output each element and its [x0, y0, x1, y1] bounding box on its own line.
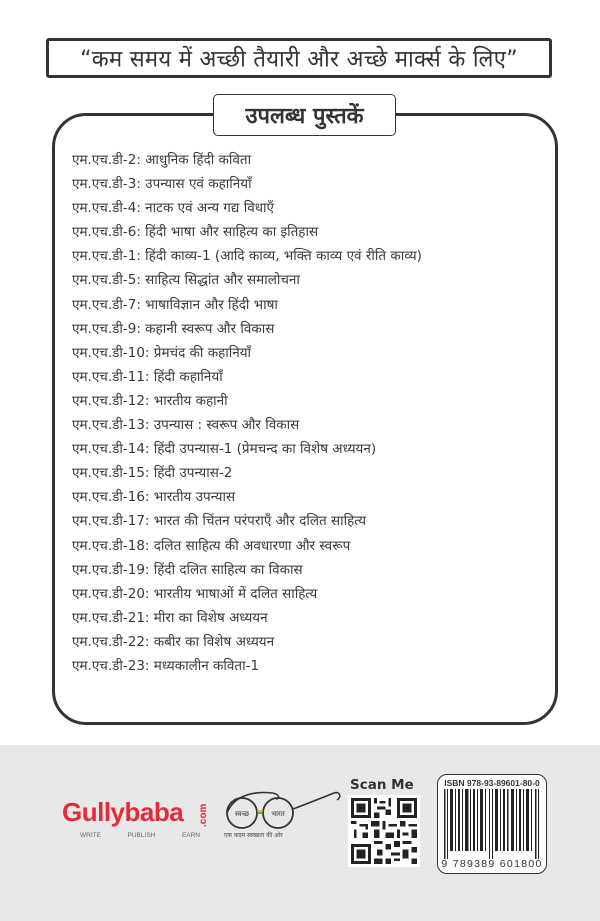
publisher-logo — [62, 797, 212, 847]
book-item: एम.एच.डी-18: दलित साहित्य की अवधारणा और स्वरूप — [72, 537, 351, 554]
book-item: एम.एच.डी-3: उपन्यास एवं कहानियाँ — [72, 176, 252, 193]
book-item: एम.एच.डी-2: आधुनिक हिंदी कविता — [72, 152, 252, 168]
book-item: एम.एच.डी-10: प्रेमचंद की कहानियाँ — [72, 344, 252, 361]
book-item: एम.एच.डी-17: भारत की चिंतन परंपराएँ और दलित साहित्य — [72, 513, 367, 530]
swachh-left-lens-text: स्वच्छ — [234, 810, 250, 818]
book-item: एम.एच.डी-19: हिंदी दलित साहित्य का विकास — [72, 561, 303, 578]
book-item: एम.एच.डी-9: कहानी स्वरूप और विकास — [72, 320, 275, 337]
swachh-tagline: एक कदम स्वच्छता की ओर — [224, 832, 283, 839]
logo-tags — [80, 832, 200, 839]
book-item: एम.एच.डी-14: हिंदी उपन्यास-1 (प्रेमचन्द का विशेष अध्ययन) — [72, 441, 377, 458]
swachh-right-lens-text: भारत — [271, 810, 285, 818]
scan-me-label: Scan Me — [350, 777, 414, 793]
book-item: एम.एच.डी-15: हिंदी उपन्यास-2 — [72, 465, 233, 482]
book-list — [72, 148, 422, 678]
footer-band — [0, 745, 600, 921]
book-item: एम.एच.डी-13: उपन्यास : स्वरूप और विकास — [72, 417, 300, 434]
section-title: उपलब्ध पुस्तकें — [245, 104, 364, 129]
logo-suffix: .com — [198, 803, 209, 827]
barcode-icon — [442, 789, 542, 859]
section-title-badge — [213, 94, 396, 136]
logo-tag-write: WRITE — [80, 832, 101, 839]
book-item: एम.एच.डी-1: हिंदी काव्य-1 (आदि काव्य, भक्ति काव्य एवं रीति काव्य) — [72, 248, 422, 265]
book-item: एम.एच.डी-7: भाषाविज्ञान और हिंदी भाषा — [72, 296, 278, 313]
qr-code-icon[interactable] — [348, 795, 420, 867]
book-item: एम.एच.डी-16: भारतीय उपन्यास — [72, 489, 236, 506]
book-item: एम.एच.डी-22: कबीर का विशेष अध्ययन — [72, 633, 275, 650]
logo-tag-earn: EARN — [181, 832, 200, 839]
book-item: एम.एच.डी-23: मध्यकालीन कविता-1 — [72, 657, 260, 674]
tagline-text: “कम समय में अच्छी तैयारी और अच्छे मार्क्स के लिए” — [80, 46, 518, 73]
logo-tag-publish: PUBLISH — [127, 832, 156, 839]
swachh-bharat-logo — [224, 787, 344, 847]
book-item: एम.एच.डी-21: मीरा का विशेष अध्ययन — [72, 609, 268, 626]
book-item: एम.एच.डी-5: साहित्य सिद्धांत और समालोचना — [72, 272, 300, 289]
book-item: एम.एच.डी-20: भारतीय भाषाओं में दलित साहित्य — [72, 585, 318, 602]
tagline-banner — [46, 38, 552, 78]
isbn-label: ISBN 978-93-89601-80-0 — [444, 778, 540, 788]
book-item: एम.एच.डी-11: हिंदी कहानियाँ — [72, 368, 223, 385]
book-item: एम.एच.डी-6: हिंदी भाषा और साहित्य का इतिहास — [72, 224, 319, 241]
spectacles-icon — [224, 787, 344, 831]
isbn-barcode — [437, 774, 547, 874]
book-item: एम.एच.डी-12: भारतीय कहानी — [72, 392, 228, 409]
barcode-digits: 9 789389 601800 — [441, 858, 543, 870]
logo-wordmark: Gullybaba — [62, 797, 184, 827]
book-item: एम.एच.डी-4: नाटक एवं अन्य गद्य विधाएँ — [72, 200, 274, 217]
